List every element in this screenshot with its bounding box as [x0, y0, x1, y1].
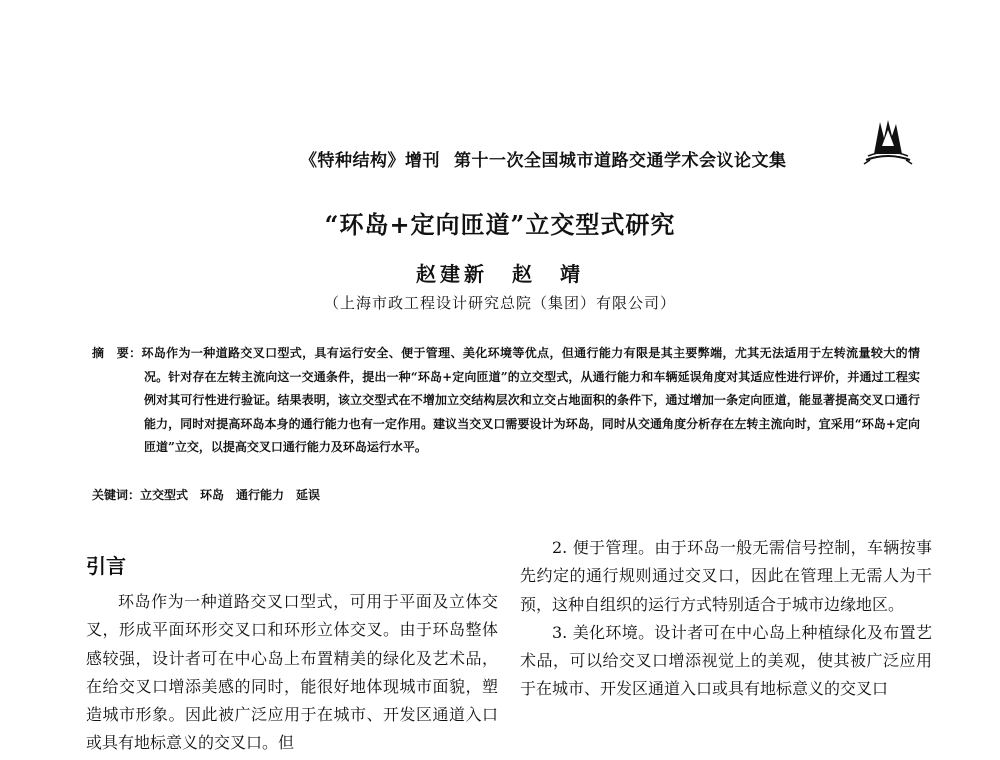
abstract	[92, 342, 920, 460]
journal-name: 《特种结构》增刊	[300, 151, 440, 171]
proceedings-name: 第十一次全国城市道路交通学术会议论文集	[454, 151, 787, 171]
keywords-text: 立交型式 环岛 通行能力 延误	[140, 488, 321, 502]
authors: 赵建新 赵 靖	[416, 262, 584, 286]
abstract-text: 环岛作为一种道路交叉口型式，具有运行安全、便于管理、美化环境等优点，但通行能力有限是其主要弊端，尤其无法适用于左转流量较大的情况。针对存在左转主流向这一交通条件，提出一种“环岛+定向匝道”的立交型式，从通行能力和车辆延误角度对其适应性进行评价，并通过工程实例对其可行性进行验证。结果表明，该立交型式在不增加立交结构层次和立交占地面积的条件下，通过增加一条定向匝道，能显著提高交叉口通行能力，同时对提高环岛本身的通行能力也有一定作用。建议当交叉口需要设计为环岛，同时从交通角度分析存在左转主流向时，宜采用“环岛+定向匝道”立交，以提高交叉口通行能力及环岛运行水平。	[141, 346, 920, 454]
right-paragraph-3: 3. 美化环境。设计者可在中心岛上种植绿化及布置艺术品，可以给交叉口增添视觉上的美观，使其被广泛应用于在城市、开发区通道入口或具有地标意义的交叉口	[520, 622, 932, 699]
keywords-label: 关键词：	[92, 488, 141, 502]
left-column	[86, 588, 498, 758]
paper-title: “环岛+定向匝道”立交型式研究	[324, 210, 676, 239]
running-header	[300, 146, 787, 171]
left-paragraph: 环岛作为一种道路交叉口型式，可用于平面及立体交叉，形成平面环形交叉口和环形立体交叉。由于环岛整体感较强，设计者可在中心岛上布置精美的绿化及艺术品，在给交叉口增添美感的同时，能很好地体现城市面貌，塑造城市形象。因此被广泛应用于在城市、开发区通道入口或具有地标意义的交叉口。但	[86, 592, 498, 753]
affiliation: （上海市政工程设计研究总院（集团）有限公司）	[323, 294, 676, 312]
abstract-label: 摘 要：	[92, 346, 142, 360]
section-heading: 引言	[86, 554, 126, 578]
book-logo-icon	[862, 116, 914, 166]
right-paragraph-2: 2. 便于管理。由于环岛一般无需信号控制，车辆按事先约定的通行规则通过交叉口，因此在管理上无需人为干预，这种自组织的运行方式特别适合于城市边缘地区。	[520, 538, 932, 614]
keywords	[92, 486, 320, 503]
right-column	[520, 534, 932, 704]
